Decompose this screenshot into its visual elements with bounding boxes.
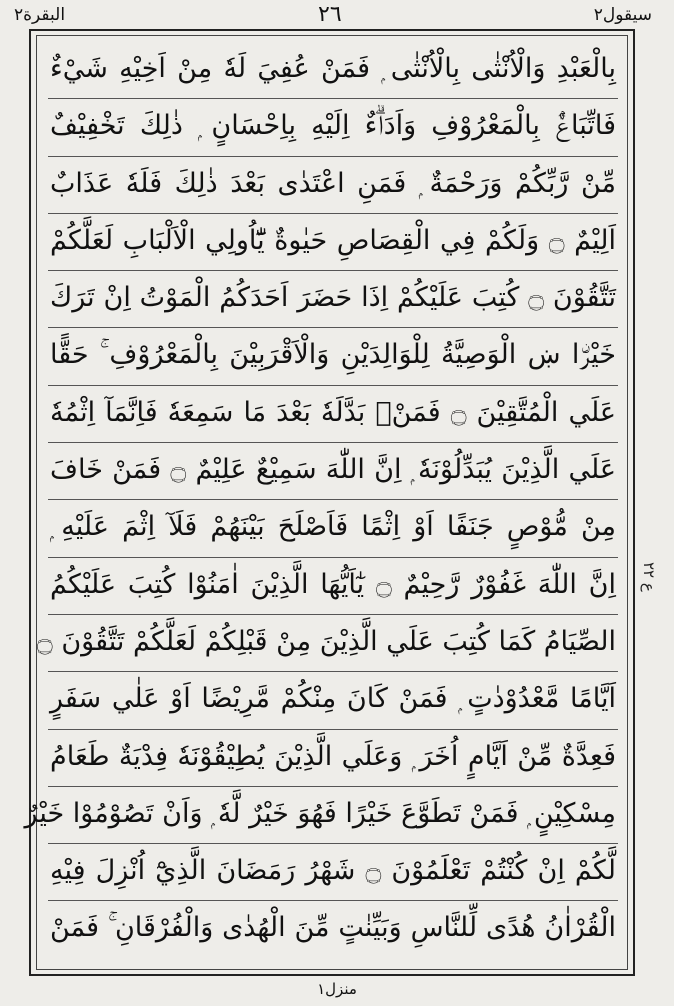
text-line: عَلَي الْمُتَّقِيْنَ ۝ فَمَنْۢ بَدَّلَهٗ بَعْدَ مَا سَمِعَهٗ فَاِنَّمَآ اِثْمُهٗ — [48, 386, 618, 443]
surah-name-header: البقرة٢ — [14, 5, 66, 25]
text-line: تَتَّقُوْنَ ۝ كُتِبَ عَلَيْكُمْ اِذَا حَضَرَ اَحَدَكُمُ الْمَوْتُ اِنْ تَرَكَ — [48, 271, 618, 328]
page-header — [0, 4, 674, 30]
manzil-footer: منزل١ — [317, 980, 357, 998]
text-line: اِنَّ اللّٰهَ غَفُوْرٌ رَّحِيْمٌ ۝ يٰٓاَيُّهَا الَّذِيْنَ اٰمَنُوْا كُتِبَ عَلَيْكُمُ — [48, 558, 618, 615]
text-line: مِنْ مُّوْصٍ جَنَفًا اَوْ اِثْمًا فَاَصْلَحَ بَيْنَهُمْ فَلَآ اِثْمَ عَلَيْهِ ۭ — [48, 500, 618, 557]
quran-text-block — [24, 42, 618, 959]
text-line: اَيَّامًا مَّعْدُوْدٰتٍ ۭ فَمَنْ كَانَ مِنْكُمْ مَّرِيْضًا اَوْ عَلٰي سَفَرٍ — [48, 672, 618, 729]
ruku-marker: ع ٢٢ — [640, 562, 658, 592]
page-number: ٢٦ — [318, 2, 342, 27]
text-line: عَلَي الَّذِيْنَ يُبَدِّلُوْنَهٗ ۭ اِنَّ اللّٰهَ سَمِيْعٌ عَلِيْمٌ ۝ فَمَنْ خَافَ — [48, 443, 618, 500]
text-line: فَعِدَّةٌ مِّنْ اَيَّامٍ اُخَرَ ۭ وَعَلَي الَّذِيْنَ يُطِيْقُوْنَهٗ فِدْيَةٌ طَعَامُ — [48, 730, 618, 787]
text-line: مِسْكِيْنٍ ۭ فَمَنْ تَطَوَّعَ خَيْرًا فَهُوَ خَيْرٌ لَّهٗ ۭ وَاَنْ تَصُوْمُوْا خَيْرٌ — [48, 787, 618, 844]
text-line: فَاتِّبَاعٌۢ بِالْمَعْرُوْفِ وَاَدَاۗءٌ اِلَيْهِ بِاِحْسَانٍ ۭ ذٰلِكَ تَخْفِيْفٌ — [48, 99, 618, 156]
text-line: الصِّيَامُ كَمَا كُتِبَ عَلَي الَّذِيْنَ مِنْ قَبْلِكُمْ لَعَلَّكُمْ تَتَّقُوْنَ ۝ — [48, 615, 618, 672]
text-line: مِّنْ رَّبِّكُمْ وَرَحْمَةٌ ۭ فَمَنِ اعْتَدٰى بَعْدَ ذٰلِكَ فَلَهٗ عَذَابٌ — [48, 157, 618, 214]
text-line: خَيْرَۨا ښ الْوَصِيَّةُ لِلْوَالِدَيْنِ وَالْاَقْرَبِيْنَ بِالْمَعْرُوْفِ ۚ حَقًّا — [48, 328, 618, 385]
para-name-header: سیقول٢ — [593, 5, 652, 25]
text-line: بِالْعَبْدِ وَالْاُنْثٰى بِالْاُنْثٰى ۭ فَمَنْ عُفِيَ لَهٗ مِنْ اَخِيْهِ شَيْءٌ — [48, 42, 618, 99]
text-line: لَّكُمْ اِنْ كُنْتُمْ تَعْلَمُوْنَ ۝ شَهْرُ رَمَضَانَ الَّذِيْٓ اُنْزِلَ فِيْهِ — [48, 844, 618, 901]
text-line: الْقُرْاٰنُ هُدًى لِّلنَّاسِ وَبَيِّنٰتٍ مِّنَ الْهُدٰى وَالْفُرْقَانِ ۚ فَمَنْ — [50, 912, 616, 944]
text-line: اَلِيْمٌ ۝ وَلَكُمْ فِي الْقِصَاصِ حَيٰوةٌ يّٰٓاُولِي الْاَلْبَابِ لَعَلَّكُمْ — [48, 214, 618, 271]
